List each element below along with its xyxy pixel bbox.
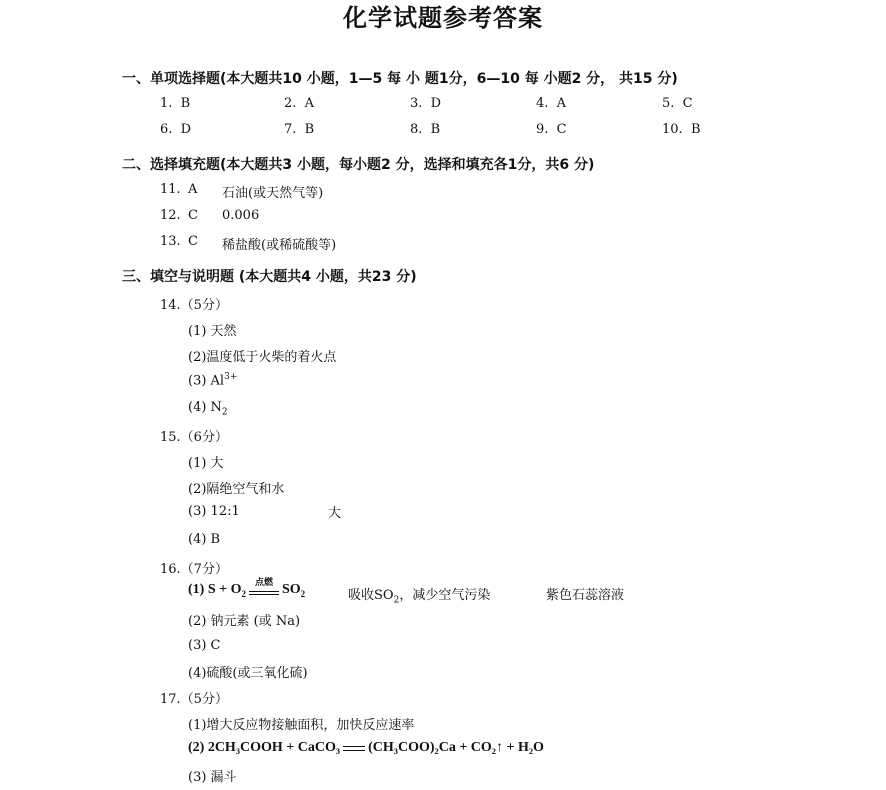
question-number: 3. [410, 96, 423, 111]
section2-heading: 二、选择填充题(本大题共3 小题，每小题2 分，选择和填充各1分，共6 分) [122, 157, 595, 173]
q16-equation: (1) $S + O_2$ 点燃 $SO_2$ [188, 577, 306, 600]
mc-answer-1 [160, 96, 190, 111]
mc-answer-6 [160, 122, 191, 137]
question-number: 7. [284, 122, 297, 137]
mc-answer-4 [536, 96, 566, 111]
q14-label: 14.（5分） [160, 298, 228, 313]
answer-choice: B [690, 122, 701, 137]
mc-answer-5 [662, 96, 693, 111]
answer-fill: 0.006 [222, 208, 260, 223]
q16-answer-4: (4)硫酸(或三氧化硫) [188, 666, 308, 681]
page-title: 化学试题参考答案 [343, 4, 543, 32]
question-number: 13. [160, 234, 181, 249]
q15-label: 15.（6分） [160, 430, 228, 445]
section3-heading: 三、填空与说明题 (本大题共4 小题，共23 分) [122, 269, 417, 285]
question-number: 5. [662, 96, 675, 111]
section1-heading: 一、单项选择题(本大题共10 小题，1—5 每 小 题1分，6—10 每 小题2 分， 共15 分) [122, 71, 678, 87]
answer-choice: C [188, 234, 198, 249]
question-number: 9. [536, 122, 549, 137]
q16-answer-3: (3) C [188, 638, 221, 653]
question-number: 10. [662, 122, 683, 137]
q14-answer-3: (3) $Al^{3+}$ [188, 372, 238, 389]
answer-choice: C [188, 208, 198, 223]
answer-choice: B [180, 96, 191, 111]
mc-answer-7 [284, 122, 314, 137]
question-number: 2. [284, 96, 297, 111]
mc-answer-10 [662, 122, 701, 137]
answer-choice: C [682, 96, 693, 111]
question-number: 4. [536, 96, 549, 111]
answer-fill: 稀盐酸(或稀硫酸等) [222, 238, 337, 253]
answer-choice: B [430, 122, 441, 137]
mc-answer-8 [410, 122, 440, 137]
q16-note-1: 吸收$SO_2$，减少空气污染 [348, 588, 491, 606]
answer-choice: A [188, 182, 198, 197]
q15-answer-2: (2)隔绝空气和水 [188, 482, 285, 497]
q17-equation: (2) 2CH₃COOH + CaCO₃ (CH₃COO)₂Ca + CO₂↑ + H₂O [188, 740, 544, 755]
q14-answer-4: (4) $N_2$ [188, 400, 228, 418]
answer-choice: D [430, 96, 442, 111]
q16-answer-2: (2) 钠元素 (或 Na) [188, 614, 301, 629]
q16-note-2: 紫色石蕊溶液 [546, 588, 625, 603]
question-number: 8. [410, 122, 423, 137]
q17-answer-3: (3) 漏斗 [188, 770, 237, 785]
answer-choice: B [304, 122, 315, 137]
q16-label: 16.（7分） [160, 562, 228, 577]
question-number: 1. [160, 96, 173, 111]
q14-answer-1: (1) 天然 [188, 324, 237, 339]
q17-label: 17.（5分） [160, 692, 228, 707]
answer-fill: 石油(或天然气等) [222, 186, 324, 201]
answer-choice: A [304, 96, 315, 111]
reaction-condition: 点燃 [247, 582, 281, 598]
q14-answer-2: (2)温度低于火柴的着火点 [188, 350, 337, 365]
q15-answer-1: (1) 大 [188, 456, 224, 471]
question-number: 12. [160, 208, 181, 223]
question-number: 11. [160, 182, 181, 197]
answer-choice: D [180, 122, 192, 137]
equals-sign [343, 741, 365, 755]
q15-answer-4: (4) B [188, 532, 221, 547]
answer-choice: A [556, 96, 567, 111]
answer-choice: C [556, 122, 567, 137]
q15-answer-3: (3) 12:1 [188, 504, 240, 519]
q17-answer-1: (1)增大反应物接触面积，加快反应速率 [188, 718, 415, 733]
q15-answer-3-extra: 大 [328, 506, 342, 521]
mc-answer-3 [410, 96, 441, 111]
mc-answer-9 [536, 122, 567, 137]
question-number: 6. [160, 122, 173, 137]
mc-answer-2 [284, 96, 314, 111]
